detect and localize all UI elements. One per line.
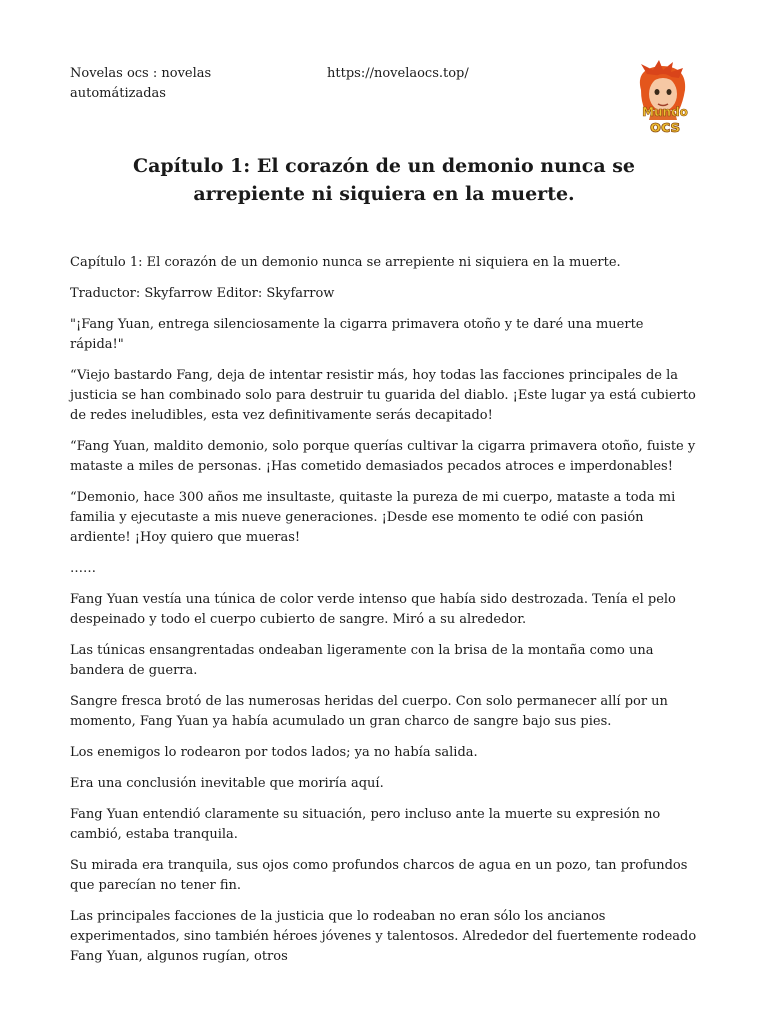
paragraph: Sangre fresca brotó de las numerosas heridas del cuerpo. Con solo permanecer allí por un momento, Fang Yuan ya había acumulado un gran charco de sangre bajo sus pies.	[70, 694, 668, 729]
page-header	[0, 0, 768, 140]
paragraph: “Viejo bastardo Fang, deja de intentar resistir más, hoy todas las facciones principales de la justicia se han combinado solo para destruir tu guarida del diablo. ¡Este lugar ya está cubierto de redes ineludibles, esta vez definitivamente serás decapitado!	[70, 368, 696, 423]
chapter-body	[70, 253, 698, 978]
site-url[interactable]: https://novelaocs.top/	[327, 66, 469, 81]
paragraph: ……	[70, 561, 96, 576]
paragraph: Era una conclusión inevitable que moriría aquí.	[70, 776, 384, 791]
svg-text:Mundo: Mundo	[642, 105, 688, 119]
paragraph: Traductor: Skyfarrow Editor: Skyfarrow	[70, 286, 335, 301]
chapter-title: Capítulo 1: El corazón de un demonio nunca se arrepiente ni siquiera en la muerte.	[132, 155, 636, 205]
paragraph: Fang Yuan entendió claramente su situación, pero incluso ante la muerte su expresión no cambió, estaba tranquila.	[70, 807, 661, 842]
svg-text:ocs: ocs	[650, 117, 680, 136]
paragraph: “Fang Yuan, maldito demonio, solo porque querías cultivar la cigarra primavera otoño, fuiste y mataste a miles de personas. ¡Has cometido demasiados pecados atroces e imperdonables!	[70, 439, 696, 474]
mundo-ocs-logo	[625, 60, 700, 138]
site-name: Novelas ocs : novelas automátizadas	[70, 66, 212, 101]
paragraph: Las principales facciones de la justicia que lo rodeaban no eran sólo los ancianos experimentados, sino también héroes jóvenes y talentosos. Alrededor del fuertemente rodeado Fang Yuan, algunos rugían, otros	[70, 909, 697, 964]
paragraph: Su mirada era tranquila, sus ojos como profundos charcos de agua en un pozo, tan profundos que parecían no tener fin.	[70, 858, 688, 893]
paragraph: “Demonio, hace 300 años me insultaste, quitaste la pureza de mi cuerpo, mataste a toda mi familia y ejecutaste a mis nueve generaciones. ¡Desde ese momento te odié con pasión ardiente! ¡Hoy quiero que mueras!	[70, 490, 676, 545]
paragraph: Fang Yuan vestía una túnica de color verde intenso que había sido destrozada. Tenía el pelo despeinado y todo el cuerpo cubierto de sangre. Miró a su alrededor.	[70, 592, 676, 627]
paragraph: Capítulo 1: El corazón de un demonio nunca se arrepiente ni siquiera en la muerte.	[70, 255, 621, 270]
paragraph: Los enemigos lo rodearon por todos lados; ya no había salida.	[70, 745, 478, 760]
paragraph: Las túnicas ensangrentadas ondeaban ligeramente con la brisa de la montaña como una bandera de guerra.	[70, 643, 654, 678]
paragraph: "¡Fang Yuan, entrega silenciosamente la cigarra primavera otoño y te daré una muerte rápida!"	[70, 317, 644, 352]
